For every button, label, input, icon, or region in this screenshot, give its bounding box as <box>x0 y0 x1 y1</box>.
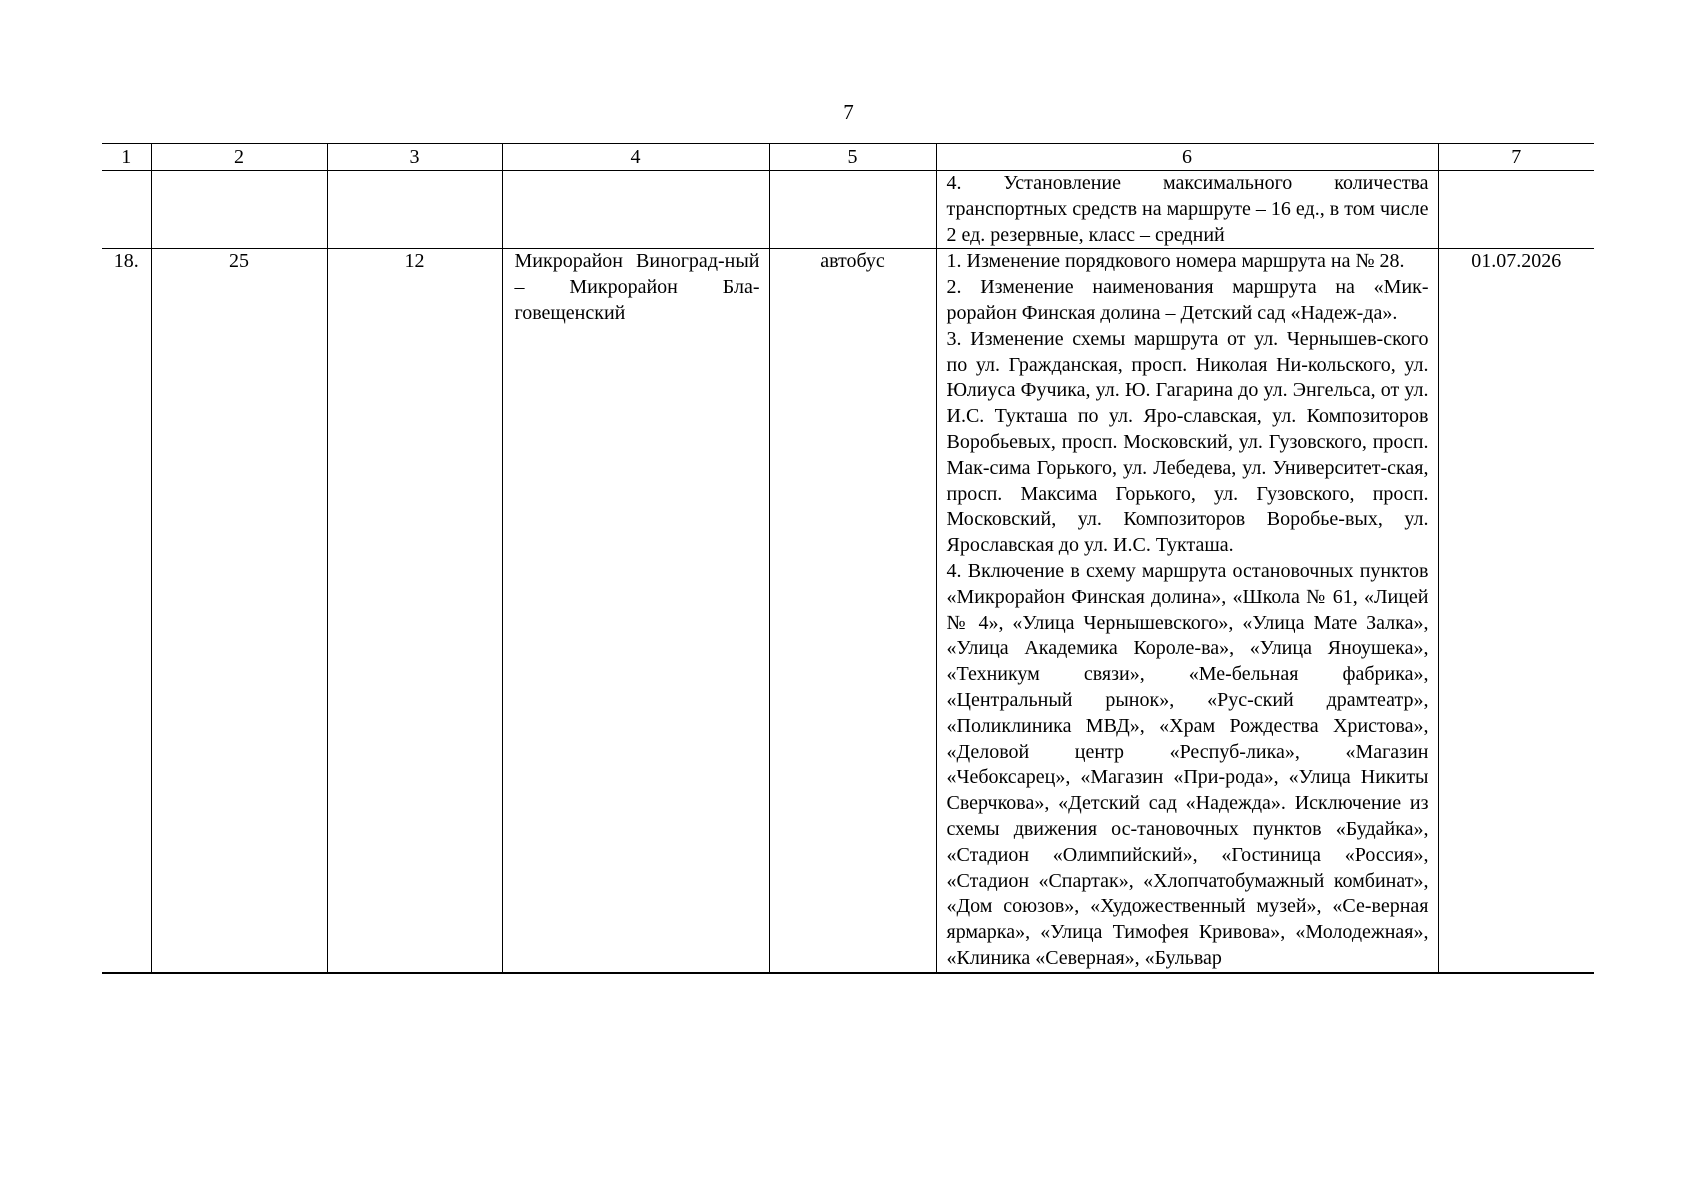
change-item: 4. Установление максимального количества транспортных средств на маршруте – 16 ед., в том числе 2 ед. резервные, класс – средний <box>946 172 1429 246</box>
column-number-header: 2 <box>151 144 327 171</box>
table-row <box>102 171 1594 249</box>
table-cell <box>1438 171 1594 249</box>
table-row <box>102 249 1594 973</box>
column-number-header: 7 <box>1438 144 1594 171</box>
change-item: 4. Включение в схему маршрута остановочных пунктов «Микрорайон Финская долина», «Школа № 61, «Лицей № 4», «Улица Чернышевского», «Улица Мате Залка», «Улица Академика Короле-ва», «Улица Яноушека», «Техникум связи», «Ме-бельная фабрика», «Центральный рынок», «Рус-ский драмтеатр», «Поликлиника МВД», «Храм Рождества Христова», «Деловой центр «Респуб-лика», «Магазин «Чебоксарец», «Магазин «При-рода», «Улица Никиты Сверчкова», «Детский сад «Надежда». Исключение из схемы движения ос-тановочных пунктов «Будайка», «Стадион «Олимпийский», «Гостиница «Россия», «Стадион «Спартак», «Хлопчатобумажный комбинат», «Дом союзов», «Художественный музей», «Се-верная ярмарка», «Улица Тимофея Кривова», «Молодежная», «Клиника «Северная», «Бульвар <box>946 559 1429 969</box>
route-register-number-cell: 25 <box>151 249 327 973</box>
transport-type-cell: автобус <box>769 249 936 973</box>
table-cell <box>327 171 502 249</box>
changes-cell <box>936 249 1438 973</box>
table-cell <box>102 171 151 249</box>
effective-date-cell: 01.07.2026 <box>1438 249 1594 973</box>
column-number-row <box>102 144 1594 171</box>
table-cell <box>769 171 936 249</box>
row-number-cell: 18. <box>102 249 151 973</box>
routes-table <box>102 143 1594 974</box>
change-item: 1. Изменение порядкового номера маршрута на № 28. <box>946 250 1405 273</box>
table-cell <box>502 171 769 249</box>
page-number: 7 <box>843 100 854 124</box>
change-item: 3. Изменение схемы маршрута от ул. Чернышев-ского по ул. Гражданская, просп. Николая Ни-кольского, ул. Юлиуса Фучика, ул. Ю. Гагарина до ул. Энгельса, от ул. И.С. Тукташа по ул. Яро-славская, ул. Композиторов Воробьевых, просп. Московский, ул. Гузовского, просп. Мак-сима Горького, ул. Лебедева, ул. Университет-ская, просп. Максима Горького, ул. Гузовского, просп. Московский, ул. Композиторов Воробье-вых, ул. Ярославская до ул. И.С. Тукташа. <box>946 327 1429 557</box>
column-number-header: 6 <box>936 144 1438 171</box>
route-number-cell: 12 <box>327 249 502 973</box>
route-name-cell: Микрорайон Виноград-ный – Микрорайон Бла-говещенский <box>502 249 769 973</box>
column-number-header: 5 <box>769 144 936 171</box>
column-number-header: 1 <box>102 144 151 171</box>
table-cell <box>151 171 327 249</box>
column-number-header: 3 <box>327 144 502 171</box>
column-number-header: 4 <box>502 144 769 171</box>
change-item: 2. Изменение наименования маршрута на «Мик-рорайон Финская долина – Детский сад «Надеж-да». <box>946 276 1429 324</box>
changes-cell <box>936 171 1438 249</box>
